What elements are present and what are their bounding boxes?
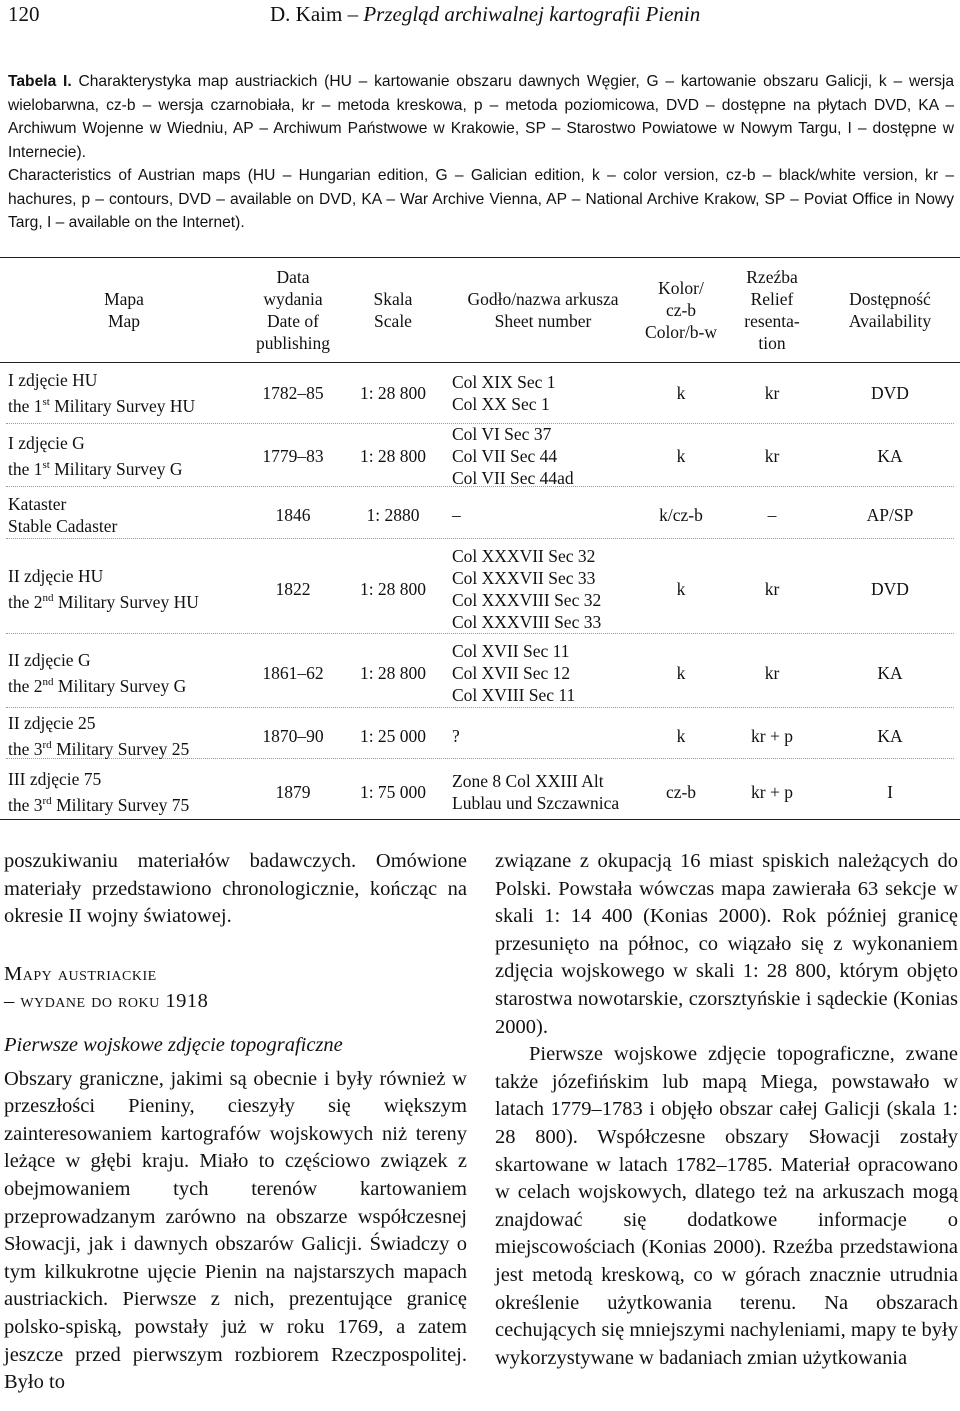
- cell-sheet: [448, 710, 638, 761]
- column-header: [448, 258, 638, 362]
- map-name-polish: Kataster: [8, 494, 67, 514]
- map-name-english: [8, 515, 248, 537]
- section-heading: Mapy austriackie: [4, 962, 157, 985]
- map-name-english: [8, 734, 248, 760]
- map-name-english-text: the 2: [8, 591, 43, 612]
- table-row: [0, 636, 960, 710]
- cell-color: k: [676, 663, 686, 683]
- column-header-line: Rzeźba: [746, 267, 798, 287]
- cell-availability: DVD: [871, 382, 909, 403]
- sheet-line: Col VII Sec 44ad: [452, 468, 574, 488]
- cell-date: 1861–62: [262, 663, 324, 683]
- sheet-line: Col XXXVIII Sec 33: [452, 611, 602, 632]
- sheet-line: Col XXXVII Sec 32: [452, 545, 596, 566]
- ordinal-suffix: st: [42, 459, 50, 472]
- cell-date: 1822: [275, 578, 311, 599]
- map-name-english-suffix: Military Survey HU: [49, 395, 196, 416]
- cell-scale: 1: 28 800: [359, 382, 427, 403]
- cell-availability: AP/SP: [866, 505, 914, 525]
- sheet-line: Col XXXVII Sec 33: [452, 567, 596, 588]
- paragraph: związane z okupacją 16 miast spiskich należących do Polski. Powstała wówczas mapa zawierała 63 sekcje w skali 1: 14 400 (Konias 2000). Rok później granicę przesunięto na północ, co wiązało się z wykonaniem zdjęcia wojskowego w skali 1: 28 800, którym objęto starostwa nowotarskie, czorsztyńskie i sądeckie (Konias 2000).: [495, 850, 958, 1038]
- map-name-english-text: the 1: [8, 395, 43, 416]
- column-header: [0, 258, 248, 362]
- sheet-line: Col XXXVIII Sec 32: [452, 589, 602, 610]
- page-number: 120: [8, 2, 40, 26]
- section-heading-continued: – wydane do roku 1918: [4, 990, 209, 1013]
- cell-map: [0, 541, 248, 636]
- sheet-line: Lublau und Szczawnica: [452, 792, 620, 813]
- map-name-polish: III zdjęcie 75: [8, 768, 102, 789]
- table-row: [0, 761, 960, 822]
- column-header-line: Skala: [373, 289, 413, 309]
- cell-relief: kr: [764, 578, 780, 599]
- table-row: [0, 541, 960, 636]
- subsection-heading: Pierwsze wojskowe zdjęcie topograficzne: [4, 1033, 343, 1056]
- map-name-english-text: the 3: [8, 794, 43, 815]
- table-row: [0, 489, 960, 541]
- cell-color: k/cz-b: [659, 505, 703, 525]
- cell-sheet: [448, 761, 638, 822]
- caption-polish: [8, 70, 954, 164]
- map-name-english-suffix: Military Survey 75: [51, 794, 190, 815]
- cell-scale: 1: 2880: [366, 505, 420, 525]
- map-name-polish: I zdjęcie G: [8, 433, 85, 454]
- cell-sheet: [448, 636, 638, 710]
- sheet-line: Col VII Sec 44: [452, 446, 558, 466]
- column-header-line: wydania: [263, 289, 323, 309]
- ordinal-suffix: rd: [42, 794, 52, 807]
- sheet-line: Col XVIII Sec 11: [452, 685, 576, 705]
- cell-map: [0, 423, 248, 489]
- cell-map: [0, 710, 248, 761]
- running-title: [270, 2, 700, 27]
- sheet-line: Col XX Sec 1: [452, 393, 550, 414]
- cell-availability: DVD: [871, 578, 909, 599]
- cell-relief: kr + p: [751, 781, 793, 802]
- map-name-english-text: the 1: [8, 458, 43, 479]
- column-header-line: Scale: [374, 311, 412, 331]
- cell-date: 1782–85: [262, 382, 324, 403]
- cell-sheet: [448, 362, 638, 423]
- cell-sheet: [448, 541, 638, 636]
- column-header: [338, 258, 448, 362]
- column-header-line: publishing: [256, 333, 330, 353]
- cell-sheet: [448, 489, 638, 541]
- running-header: [8, 2, 952, 30]
- journal-title: Przegląd archiwalnej kartografii Pienin: [363, 2, 701, 26]
- map-name-english: [8, 391, 248, 417]
- map-name-polish: II zdjęcie HU: [8, 565, 104, 586]
- cell-map: [0, 761, 248, 822]
- maps-table: [0, 258, 960, 822]
- cell-scale: 1: 25 000: [359, 725, 427, 746]
- table-label: Tabela I.: [8, 73, 72, 90]
- map-name-english-suffix: Military Survey G: [49, 458, 183, 479]
- column-header-line: Sheet number: [494, 311, 592, 331]
- column-header: [724, 258, 820, 362]
- sheet-line: Col XVII Sec 12: [452, 663, 571, 683]
- cell-scale: 1: 28 800: [359, 663, 427, 683]
- caption-polish-text: Charakterystyka map austriackich (HU – kartowanie obszaru dawnych Węgier, G – kartowanie obszaru Galicji, k – wersja wielobarwna, cz-b – wersja czarnobiała, kr – metoda kreskowa, p – metoda poziomicowa, DVD – dostępne na płytach DVD, KA – Archiwum Wojenne w Wiedniu, AP – Archiwum Państwowe w Krakowie, SP – Starostwo Powiatowe w Nowym Targu, I – dostępne w Internecie).: [8, 73, 955, 161]
- column-header-line: Godło/nazwa arkusza: [467, 289, 619, 309]
- paragraph: Obszary graniczne, jakimi są obecnie i były również w przeszłości Pieniny, cieszyły się większym zainteresowaniem kartografów wojskowych niż tereny leżące w głębi kraju. Miało to częściowo związek z obejmowaniem tych terenów kartowaniem przeprowadzanym zarówno na obszarze współczesnej Słowacji, jak i dawnych obszarów Galicji. Świadczy o tym kilkukrotne ujęcie Pienin na najstarszych mapach austriackich. Pierwsze z nich, prezentujące granicę polsko-spiską, powstały już w roku 1769, a zatem jeszcze przed pierwszym rozbiorem Rzeczpospolitej. Było to: [4, 1067, 467, 1394]
- map-name-english-suffix: Military Survey HU: [53, 591, 199, 612]
- sheet-line: Col VI Sec 37: [452, 424, 552, 444]
- map-name-polish: I zdjęcie HU: [8, 369, 98, 390]
- column-header-line: Mapa: [104, 289, 144, 309]
- right-text-column: [495, 848, 958, 1372]
- column-header-line: cz-b: [665, 300, 697, 320]
- cell-map: [0, 362, 248, 423]
- cell-availability: KA: [877, 725, 903, 746]
- cell-relief: kr: [764, 446, 780, 466]
- cell-color: k: [676, 725, 686, 746]
- map-name-english: [8, 790, 248, 816]
- column-header-line: Color/b-w: [645, 322, 717, 342]
- caption-english: Characteristics of Austrian maps (HU – Hungarian edition, G – Galician edition, k – color version, cz-b – black/white version, kr – hachures, p – contours, DVD – available on DVD, KA – War Archive Vienna, AP – National Archive Krakow, SP – Poviat Office in Nowy Targ, I – available on the Internet).: [8, 167, 954, 231]
- cell-color: k: [676, 578, 686, 599]
- column-header: [820, 258, 960, 362]
- cell-scale: 1: 28 800: [359, 578, 427, 599]
- cell-date: 1870–90: [262, 725, 324, 746]
- cell-sheet: [448, 423, 638, 489]
- cell-availability: KA: [877, 663, 903, 683]
- map-name-polish: II zdjęcie G: [8, 650, 91, 671]
- cell-relief: –: [767, 505, 777, 525]
- map-name-polish: II zdjęcie 25: [8, 712, 96, 733]
- column-header-line: Date of: [267, 311, 319, 331]
- table-caption: [8, 70, 954, 235]
- cell-map: [0, 489, 248, 541]
- cell-availability: KA: [877, 446, 903, 466]
- column-header-line: Availability: [848, 311, 932, 331]
- left-text-column: [4, 848, 467, 1397]
- cell-relief: kr + p: [751, 725, 793, 746]
- table-header-row: [0, 258, 960, 362]
- cell-relief: kr: [764, 382, 780, 403]
- column-header-line: Data: [276, 267, 310, 287]
- map-name-english: [8, 671, 248, 697]
- column-header: [248, 258, 338, 362]
- column-header-line: Dostępność: [849, 289, 931, 309]
- map-name-english-suffix: Military Survey 25: [51, 738, 190, 759]
- author-name: D. Kaim –: [270, 2, 364, 26]
- table-body: [0, 362, 960, 822]
- table-row: [0, 710, 960, 761]
- cell-relief: kr: [764, 663, 780, 683]
- map-name-english-suffix: Military Survey G: [53, 675, 187, 696]
- sheet-line: Zone 8 Col XXIII Alt: [452, 770, 604, 791]
- sheet-line: Col XVII Sec 11: [452, 641, 570, 661]
- table-row: [0, 362, 960, 423]
- column-header-line: resenta-: [744, 311, 800, 331]
- map-name-english-text: Stable Cadaster: [8, 516, 118, 536]
- cell-scale: 1: 75 000: [359, 781, 427, 802]
- sheet-line: Col XIX Sec 1: [452, 371, 556, 392]
- cell-date: 1846: [275, 505, 311, 525]
- sheet-line: ?: [452, 725, 460, 746]
- cell-color: k: [676, 382, 686, 403]
- cell-color: cz-b: [665, 781, 697, 802]
- column-header-line: Kolor/: [658, 278, 704, 298]
- cell-scale: 1: 28 800: [359, 446, 427, 466]
- map-name-english-text: the 3: [8, 738, 43, 759]
- table-row: [0, 423, 960, 489]
- ordinal-suffix: nd: [42, 591, 54, 604]
- ordinal-suffix: rd: [42, 738, 52, 751]
- column-header: [638, 258, 724, 362]
- cell-map: [0, 636, 248, 710]
- cell-date: 1879: [275, 781, 311, 802]
- paragraph: Pierwsze wojskowe zdjęcie topograficzne, zwane także józefińskim lub mapą Miega, powstawało w latach 1779–1783 i objęło obszar całej Galicji (skala 1: 28 800). Współczesne obszary Słowacji zostały skartowane w latach 1782–1785. Materiał opracowano w celach wojskowych, dlatego też na arkuszach mogą znajdować się dodatkowe informacje o miejscowościach (Konias 2000). Rzeźba przedstawiona jest metodą kreskową, co w górach znacznie utrudnia określenie użytkowania terenu. Na obszarach cechujących się mniejszymi nachyleniami, mapy te były wykorzystywane w badaniach zmian użytkowania: [495, 1043, 958, 1369]
- map-name-english: [8, 587, 248, 613]
- cell-date: 1779–83: [262, 446, 324, 466]
- cell-availability: I: [887, 781, 893, 802]
- column-header-line: Relief: [750, 289, 794, 309]
- ordinal-suffix: st: [42, 395, 50, 408]
- map-name-english-text: the 2: [8, 675, 43, 696]
- paragraph: poszukiwaniu materiałów badawczych. Omówione materiały przedstawiono chronologicznie, kończąc na okresie II wojny światowej.: [4, 850, 467, 928]
- cell-color: k: [676, 446, 686, 466]
- sheet-line: –: [452, 505, 461, 525]
- column-header-line: tion: [758, 333, 786, 353]
- column-header-line: Map: [107, 311, 141, 331]
- map-name-english: [8, 454, 248, 480]
- ordinal-suffix: nd: [42, 676, 54, 689]
